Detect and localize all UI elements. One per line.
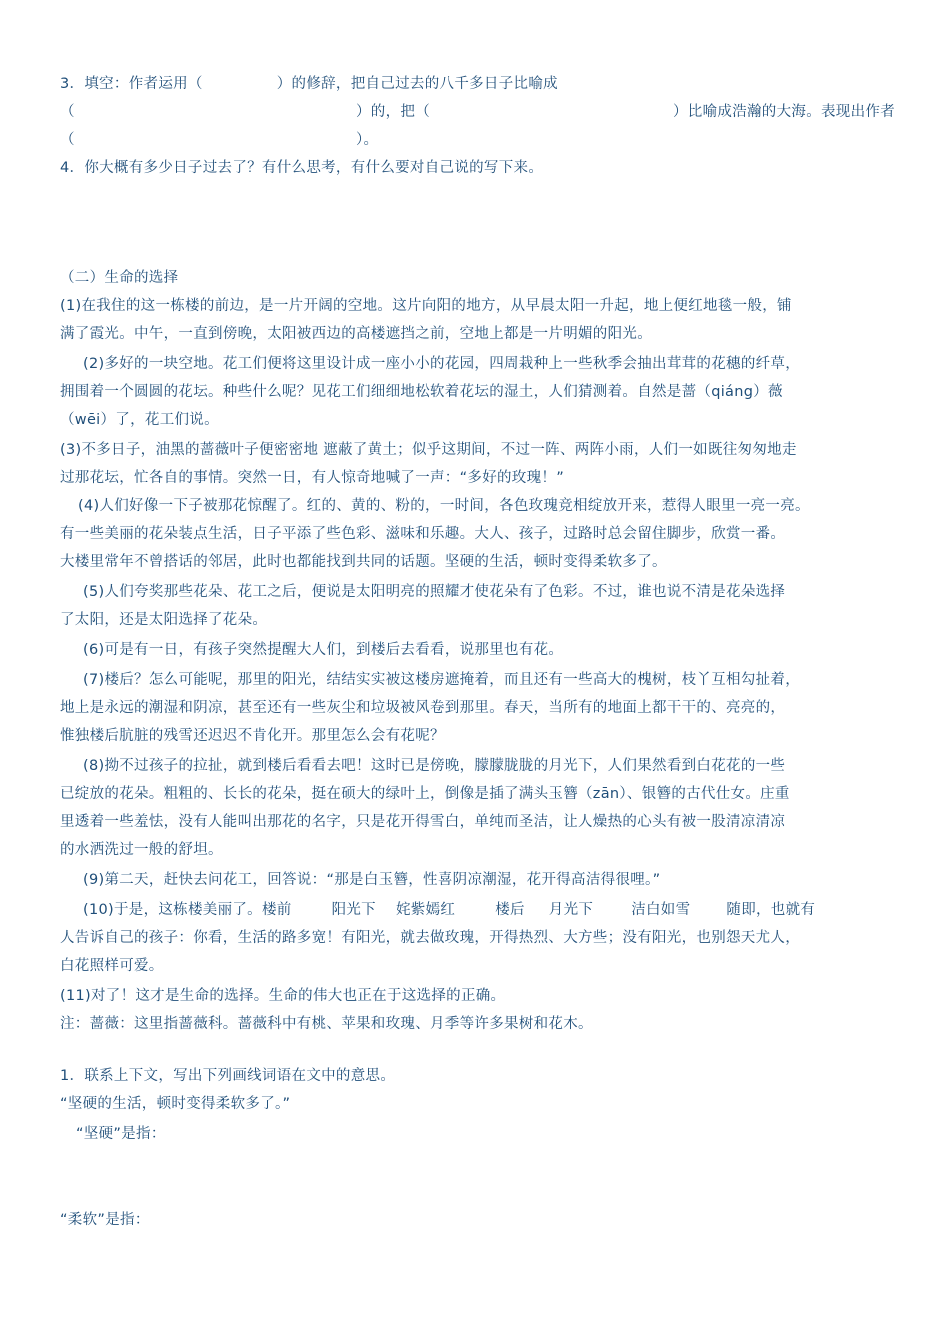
p10-segment: 阳光下 <box>331 902 376 918</box>
paragraph-5-line: (5)人们夸奖那些花朵、花工之后，便说是太阳明亮的照耀才使花朵有了色彩。不过，谁也说不清是花朵选择 <box>83 584 786 600</box>
question-1-title: 1．联系上下文，写出下列画线词语在文中的意思。 <box>60 1068 396 1084</box>
question-1-hard: “坚硬”是指： <box>76 1126 166 1142</box>
paragraph-7-line: 地上是永远的潮湿和阴凉，甚至还有一些灰尘和垃圾被风卷到那里。春天，当所有的地面上都干干的、亮亮的， <box>60 700 786 716</box>
paragraph-2-line: （wēi）了，花工们说。 <box>60 412 219 428</box>
paragraph-3-line: (3)不多日子，油黑的蔷薇叶子便密密地 遮蔽了黄土；似乎这期间，不过一阵、两阵小雨，人们一如既往匆匆地走 <box>60 442 797 458</box>
footnote: 注：蔷薇：这里指蔷薇科。蔷薇科中有桃、苹果和玫瑰、月季等许多果树和花木。 <box>60 1016 593 1032</box>
paragraph-1-line: (1)在我住的这一栋楼的前边，是一片开阔的空地。这片向阳的地方，从早晨太阳一升起，地上便红地毯一般，铺 <box>60 298 792 314</box>
paragraph-7-line: (7)楼后？怎么可能呢，那里的阳光，结结实实被这楼房遮掩着，而且还有一些高大的槐树，枝丫互相勾扯着， <box>83 672 801 688</box>
paragraph-8-line: (8)拗不过孩子的拉扯，就到楼后看看去吧！这时已是傍晚，朦朦胧胧的月光下，人们果然看到白花花的一些 <box>83 758 786 774</box>
paragraph-4-line: 大楼里常年不曾搭话的邻居，此时也都能找到共同的话题。坚硬的生活，顿时变得柔软多了。 <box>60 554 667 570</box>
question-3-line-1: 3．填空：作者运用（ ）的修辞，把自己过去的八千多日子比喻成 <box>60 76 558 92</box>
question-3-line-2 <box>60 102 895 122</box>
p10-segment: 洁白如雪 <box>631 902 691 918</box>
paragraph-6-line: (6)可是有一日，有孩子突然提醒大人们，到楼后去看看，说那里也有花。 <box>83 642 564 658</box>
paragraph-4-line: 有一些美丽的花朵装点生活，日子平添了些色彩、滋味和乐趣。大人、孩子，过路时总会留住脚步，欣赏一番。 <box>60 526 786 542</box>
question-1-quote: “坚硬的生活，顿时变得柔软多了。” <box>60 1096 291 1112</box>
paragraph-5-line: 了太阳，还是太阳选择了花朵。 <box>60 612 268 628</box>
paragraph-10-line-1 <box>83 900 885 920</box>
paragraph-9-line: (9)第二天，赶快去问花工，回答说：“那是白玉簪，性喜阴凉潮湿，花开得高洁得很哩。” <box>83 872 661 888</box>
paragraph-11-line: (11)对了！这才是生命的选择。生命的伟大也正在于这选择的正确。 <box>60 988 506 1004</box>
paragraph-10-line: 白花照样可爱。 <box>60 958 164 974</box>
paragraph-7-line: 惟独楼后肮脏的残雪还迟迟不肯化开。那里怎么会有花呢？ <box>60 728 445 744</box>
paragraph-2-line: 拥围着一个圆圆的花坛。种些什么呢？见花工们细细地松软着花坛的湿土，人们猜测着。自然是蔷（qiáng）薇 <box>60 384 783 400</box>
question-1-soft: “柔软”是指： <box>60 1212 150 1228</box>
question-3-line-3: （ ）。 <box>60 132 379 148</box>
p10-segment: (10)于是，这栋楼美丽了。楼前 <box>83 902 292 918</box>
paragraph-8-line: 里透着一些羞怯，没有人能叫出那花的名字，只是花开得雪白，单纯而圣洁，让人燥热的心头有被一股清凉清凉 <box>60 814 786 830</box>
question-3-blank-3: ）比喻成浩瀚的大海。表现出作者 <box>673 104 895 120</box>
paragraph-8-line: 的水洒洗过一般的舒坦。 <box>60 842 223 858</box>
paragraph-3-line: 过那花坛，忙各自的事情。突然一日，有人惊奇地喊了一声：“多好的玫瑰！” <box>60 470 565 486</box>
paragraph-2-line: (2)多好的一块空地。花工们便将这里设计成一座小小的花园，四周栽种上一些秋季会抽出茸茸的花穗的纤草， <box>83 356 801 372</box>
section-title: （二）生命的选择 <box>60 270 179 286</box>
p10-segment: 楼后 <box>495 902 525 918</box>
p10-segment: 随即，也就有 <box>726 902 816 918</box>
paragraph-8-line: 已绽放的花朵。粗粗的、长长的花朵，挺在硕大的绿叶上，倒像是插了满头玉簪（zān）、银簪的古代仕女。庄重 <box>60 786 790 802</box>
paragraph-4-line: (4)人们好像一下子被那花惊醒了。红的、黄的、粉的，一时间，各色玫瑰竞相绽放开来，惹得人眼里一亮一亮。 <box>78 498 810 514</box>
question-3-blank-2: （ ）的，把（ <box>60 104 430 120</box>
paragraph-10-line: 人告诉自己的孩子：你看，生活的路多宽！有阳光，就去做玫瑰，开得热烈、大方些；没有阳光，也别怨天尤人， <box>60 930 800 946</box>
question-4: 4．你大概有多少日子过去了？有什么思考，有什么要对自己说的写下来。 <box>60 160 544 176</box>
p10-segment: 月光下 <box>548 902 594 918</box>
paragraph-1-line: 满了霞光。中午，一直到傍晚，太阳被西边的高楼遮挡之前，空地上都是一片明媚的阳光。 <box>60 326 652 342</box>
p10-segment: 姹紫嫣红 <box>395 902 456 918</box>
